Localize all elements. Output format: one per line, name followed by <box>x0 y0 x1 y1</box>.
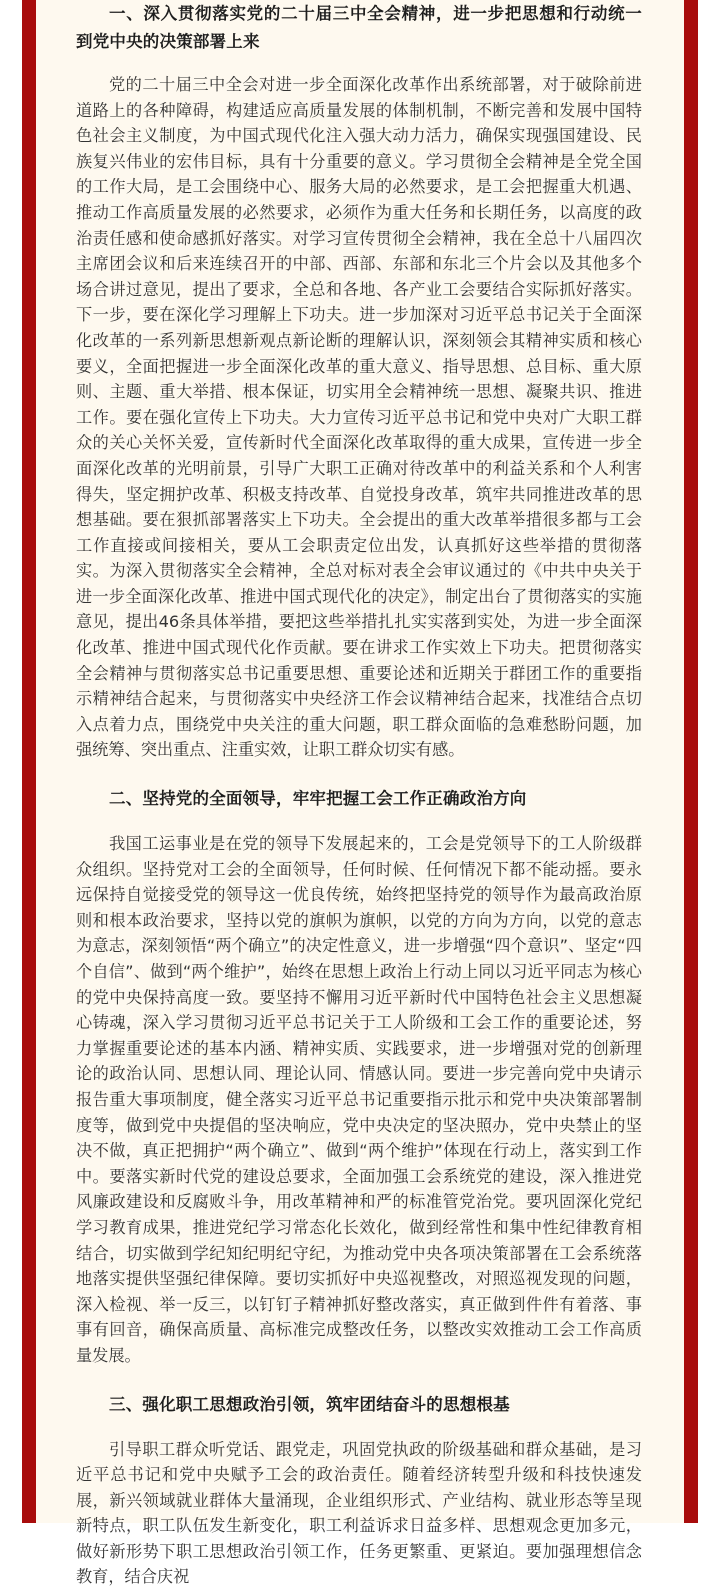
right-red-border <box>684 0 698 1523</box>
section-1-body: 党的二十届三中全会对进一步全面深化改革作出系统部署，对于破除前进道路上的各种障碍，构建适应高质量发展的体制机制，不断完善和发展中国特色社会主义制度，为中国式现代化注入强大动力活力，确保实现强国建设、民族复兴伟业的宏伟目标，具有十分重要的意义。学习贯彻全会精神是全党全国的工作大局，是工会围绕中心、服务大局的必然要求，是工会把握重大机遇、推动工作高质量发展的必然要求，必须作为重大任务和长期任务，以高度的政治责任感和使命感抓好落实。对学习宣传贯彻全会精神，我在全总十八届四次主席团会议和后来连续召开的中部、西部、东部和东北三个片会以及其他多个场合讲过意见，提出了要求，全总和各地、各产业工会要结合实际抓好落实。下一步，要在深化学习理解上下功夫。进一步加深对习近平总书记关于全面深化改革的一系列新思想新观点新论断的理解认识，深刻领会其精神实质和核心要义，全面把握进一步全面深化改革的重大意义、指导思想、总目标、重大原则、主题、重大举措、根本保证，切实用全会精神统一思想、凝聚共识、推进工作。要在强化宣传上下功夫。大力宣传习近平总书记和党中央对广大职工群众的关心关怀关爱，宣传新时代全面深化改革取得的重大成果，宣传进一步全面深化改革的光明前景，引导广大职工正确对待改革中的利益关系和个人利害得失，坚定拥护改革、积极支持改革、自觉投身改革，筑牢共同推进改革的思想基础。要在狠抓部署落实上下功夫。全会提出的重大改革举措很多都与工会工作直接或间接相关，要从工会职责定位出发，认真抓好这些举措的贯彻落实。为深入贯彻落实全会精神，全总对标对表全会审议通过的《中共中央关于进一步全面深化改革、推进中国式现代化的决定》，制定出台了贯彻落实的实施意见，提出46条具体举措，要把这些举措扎扎实实落到实处，为进一步全面深化改革、推进中国式现代化作贡献。要在讲求工作实效上下功夫。把贯彻落实全会精神与贯彻落实总书记重要思想、重要论述和近期关于群团工作的重要指示精神结合起来，与贯彻落实中央经济工作会议精神结合起来，找准结合点切入点着力点，围绕党中央关注的重大问题，职工群众面临的急难愁盼问题，加强统筹、突出重点、注重实效，让职工群众切实有感。 <box>76 72 642 763</box>
left-red-border <box>22 0 36 1523</box>
article-content <box>76 0 642 1590</box>
section-1-heading: 一、深入贯彻落实党的二十届三中全会精神，进一步把思想和行动统一到党中央的决策部署上来 <box>76 0 642 56</box>
section-2-heading: 二、坚持党的全面领导，牢牢把握工会工作正确政治方向 <box>76 785 642 813</box>
section-3-heading: 三、强化职工思想政治引领，筑牢团结奋斗的思想根基 <box>76 1391 642 1419</box>
section-3-body: 引导职工群众听党话、跟党走，巩固党执政的阶级基础和群众基础，是习近平总书记和党中央赋予工会的政治责任。随着经济转型升级和科技快速发展，新兴领域就业群体大量涌现，企业组织形式、产业结构、就业形态等呈现新特点，职工队伍发生新变化，职工利益诉求日益多样、思想观念更加多元，做好新形势下职工思想政治引领工作，任务更繁重、更紧迫。要加强理想信念教育，结合庆祝 <box>76 1437 642 1590</box>
section-2-body: 我国工运事业是在党的领导下发展起来的，工会是党领导下的工人阶级群众组织。坚持党对工会的全面领导，任何时候、任何情况下都不能动摇。要永远保持自觉接受党的领导这一优良传统，始终把坚持党的领导作为最高政治原则和根本政治要求，坚持以党的旗帜为旗帜，以党的方向为方向，以党的意志为意志，深刻领悟“两个确立”的决定性意义，进一步增强“四个意识”、坚定“四个自信”、做到“两个维护”，始终在思想上政治上行动上同以习近平同志为核心的党中央保持高度一致。要坚持不懈用习近平新时代中国特色社会主义思想凝心铸魂，深入学习贯彻习近平总书记关于工人阶级和工会工作的重要论述，努力掌握重要论述的基本内涵、精神实质、实践要求，进一步增强对党的创新理论的政治认同、思想认同、理论认同、情感认同。要进一步完善向党中央请示报告重大事项制度，健全落实习近平总书记重要指示批示和党中央决策部署制度等，做到党中央提倡的坚决响应，党中央决定的坚决照办，党中央禁止的坚决不做，真正把拥护“两个确立”、做到“两个维护”体现在行动上，落实到工作中。要落实新时代党的建设总要求，全面加强工会系统党的建设，深入推进党风廉政建设和反腐败斗争，用改革精神和严的标准管党治党。要巩固深化党纪学习教育成果，推进党纪学习常态化长效化，做到经常性和集中性纪律教育相结合，切实做到学纪知纪明纪守纪，为推动党中央各项决策部署在工会系统落地落实提供坚强纪律保障。要切实抓好中央巡视整改，对照巡视发现的问题，深入检视、举一反三，以钉钉子精神抓好整改落实，真正做到件件有着落、事事有回音，确保高质量、高标准完成整改任务，以整改实效推动工会工作高质量发展。 <box>76 831 642 1368</box>
article-paper <box>36 0 684 1523</box>
